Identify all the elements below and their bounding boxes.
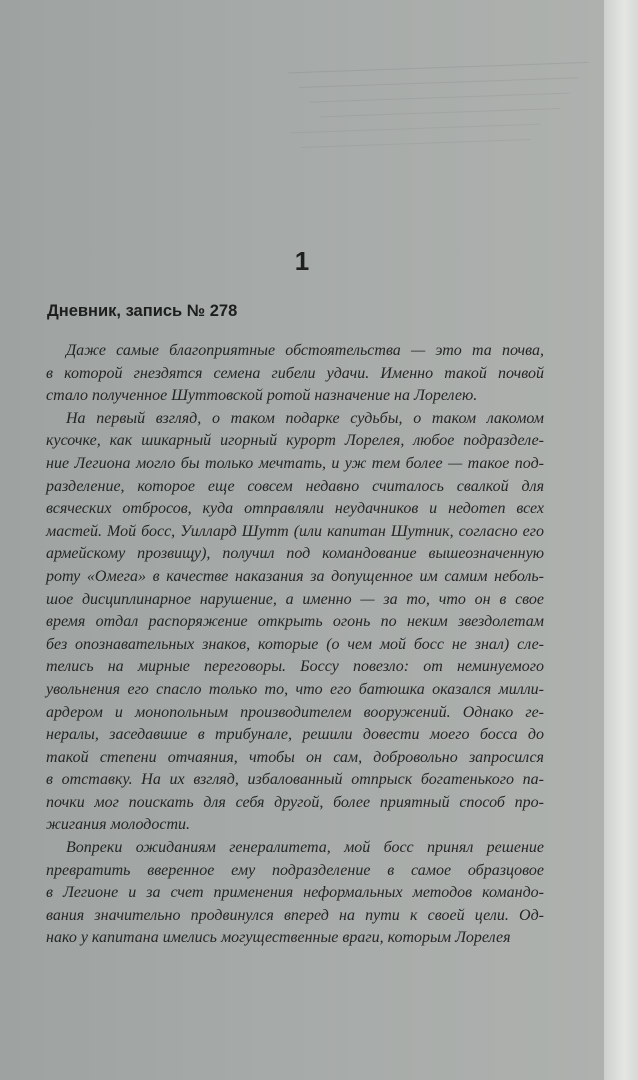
text-line: в которой гнездятся семена гибели удачи. Именно такой почвой (46, 364, 544, 382)
bleed-through-text (226, 0, 604, 236)
entry-heading: Дневник, запись № 278 (47, 302, 238, 320)
text-line: ние Легиона могло бы только мечтать, и уж тем более — такое под- (46, 454, 544, 472)
text-line: шое дисциплинарное нарушение, а именно — за то, что он в свое (46, 590, 544, 608)
text-line: вания значительно продвинулся вперед на пути к своей цели. Од- (46, 906, 544, 924)
body-text (46, 340, 544, 950)
text-line: превратить вверенное ему подразделение в самое образцовое (46, 861, 544, 879)
text-line: кусочке, как шикарный игорный курорт Лорелея, любое подразделе- (46, 432, 544, 450)
text-line: в отставку. На их взгляд, избалованный отпрыск богатенького па- (46, 771, 544, 789)
page-edge (604, 0, 638, 1080)
paragraph (46, 837, 544, 950)
text-line: в Легионе и за счет применения неформальных методов командо- (46, 884, 544, 902)
chapter-number: 1 (294, 246, 310, 276)
text-line: нако у капитана имелись могущественные враги, которым Лорелея (46, 929, 511, 947)
paragraph (46, 340, 544, 408)
text-line: увольнения его спасло только то, что его батюшка оказался милли- (46, 680, 544, 698)
text-line: ардером и монопольным производителем вооружений. Однако ге- (46, 703, 544, 721)
text-line: жигания молодости. (46, 816, 191, 834)
text-line: всяческих отбросов, куда отправляли неудачников и недотеп всех (46, 500, 544, 518)
text-line: роту «Омега» в качестве наказания за допущенное им самим неболь- (46, 567, 544, 585)
text-line: мастей. Мой босс, Уиллард Шутт (или капитан Шутник, согласно его (46, 522, 544, 540)
text-line: стало полученное Шуттовской ротой назначение на Лорелею. (46, 387, 478, 405)
text-line: телись на мирные переговоры. Боссу повезло: от неминуемого (46, 658, 544, 676)
text-line: Вопреки ожиданиям генералитета, мой босс принял решение (66, 839, 544, 857)
text-line: нералы, заседавшие в трибунале, решили довести моего босса до (46, 726, 544, 744)
text-line: такой степени отчаяния, чтобы он сам, добровольно запросился (46, 748, 544, 766)
text-line: Даже самые благоприятные обстоятельства — это та почва, (66, 342, 544, 359)
text-line: без опознавательных знаков, которые (о чем мой босс не знал) сле- (46, 635, 544, 653)
text-line: время отдал распоряжение открыть огонь по неким звездолетам (46, 613, 544, 631)
text-line: армейскому прозвищу), получил под командование вышеозначенную (46, 545, 544, 563)
paragraph (46, 408, 544, 837)
text-line: На первый взгляд, о таком подарке судьбы, о таком лакомом (66, 409, 544, 427)
text-line: почки мог поискать для себя другой, более приятный способ про- (46, 793, 544, 811)
text-line: разделение, которое еще совсем недавно считалось свалкой для (46, 477, 544, 495)
